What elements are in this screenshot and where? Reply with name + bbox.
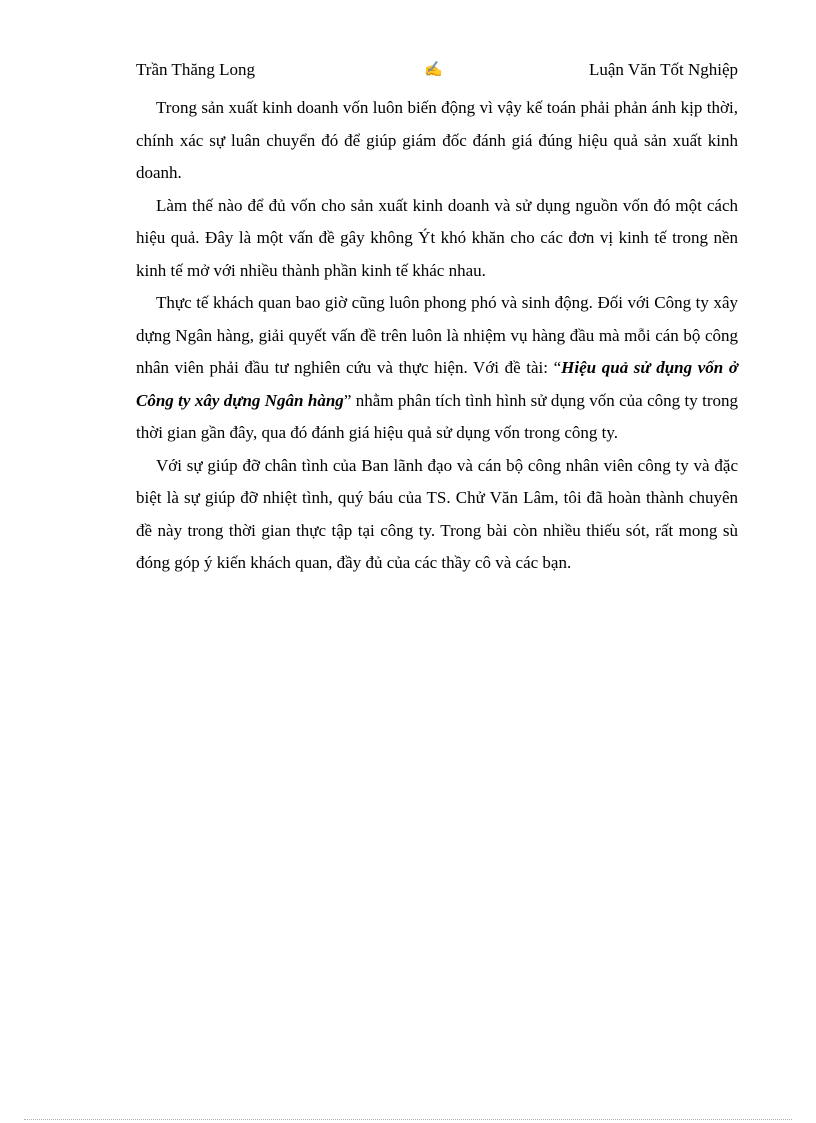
thesis-title: Hiệu quả sử dụng vốn ở Công ty xây dựng Ngân hàng bbox=[136, 358, 738, 410]
writing-hand-icon: ✍ bbox=[424, 62, 443, 78]
footer-divider bbox=[24, 1119, 792, 1120]
paragraph-3-intro: Thực tế khách quan bao giờ cũng luôn phong phó và sinh động. Đối với Công ty xây dựng Ngân hàng, giải quyết vấn đề trên luôn là nhiệm vụ hàng đầu mà mỗi cán bộ công nhân viên phải đầu tư nghiên cứu và thực hiện. Với đề tài: “ bbox=[136, 293, 738, 377]
body-text bbox=[136, 92, 738, 580]
paragraph-2: Làm thế nào để đủ vốn cho sản xuất kinh doanh và sử dụng nguồn vốn đó một cách hiệu quả. Đây là một vấn đề gây không Ýt khó khăn cho các đơn vị kinh tế trong nền kinh tế mở với nhiều thành phần kinh tế khác nhau. bbox=[136, 195, 738, 280]
page-header bbox=[136, 58, 738, 82]
header-document-type: Luận Văn Tốt Nghiệp bbox=[588, 60, 738, 79]
paragraph-3-rest: ” nhằm phân tích tình hình sử dụng vốn của công ty trong thời gian gần đây, qua đó đánh giá hiệu quả sử dụng vốn trong công ty. bbox=[136, 390, 739, 442]
paragraph-1: Trong sản xuất kinh doanh vốn luôn biến động vì vậy kế toán phải phản ánh kịp thời, chính xác sự luân chuyển đó để giúp giám đốc đánh giá đúng hiệu quả sản xuất kinh doanh. bbox=[136, 98, 738, 182]
paragraph-4: Với sự giúp đỡ chân tình của Ban lãnh đạo và cán bộ công nhân viên công ty và đặc biệt là sự giúp đỡ nhiệt tình, quý báu của TS. Chử Văn Lâm, tôi đã hoàn thành chuyên đề này trong thời gian thực tập tại công ty. Trong bài còn nhiều thiếu sót, rất mong sù đóng góp ý kiến khách quan, đầy đủ của các thầy cô và các bạn. bbox=[136, 455, 738, 572]
paragraph-3 bbox=[136, 287, 738, 450]
header-author: Trần Thăng Long bbox=[136, 60, 255, 79]
